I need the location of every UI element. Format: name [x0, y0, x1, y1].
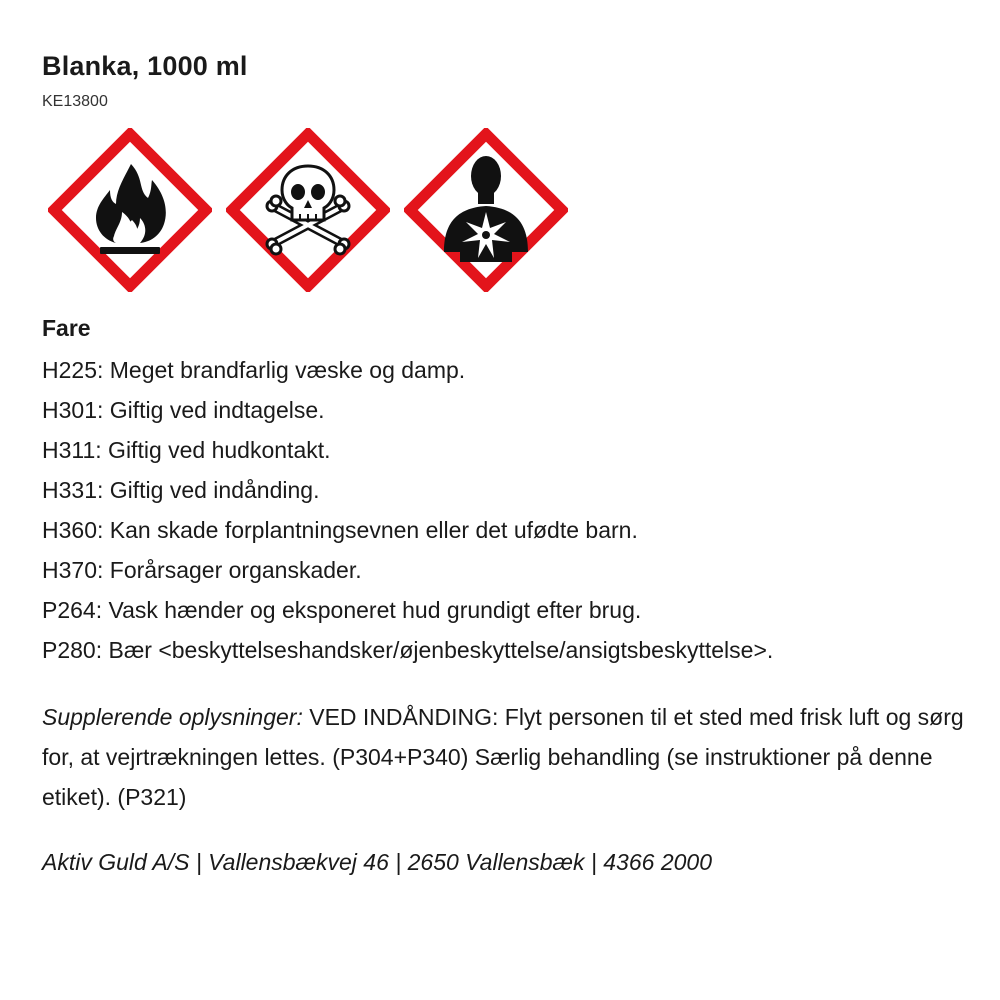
hazard-statements	[42, 350, 982, 670]
hazard-statement: H360: Kan skade forplantningsevnen eller det ufødte barn.	[42, 517, 638, 543]
hazard-statement: H225: Meget brandfarlig væske og damp.	[42, 357, 466, 383]
supplementary-text: VED INDÅNDING: Flyt personen til et sted med frisk luft og sørg for, at vejrtrækningen lettes. (P304+P340) Særlig behandling (se instruktioner på denne etiket). (P321)	[42, 704, 964, 810]
product-title: Blanka, 1000 ml	[42, 51, 248, 81]
flame-icon	[48, 128, 212, 292]
precautionary-statement: P264: Vask hænder og eksponeret hud grundigt efter brug.	[42, 597, 642, 623]
hazard-pictograms	[48, 128, 588, 292]
supplementary-lead: Supplerende oplysninger:	[42, 704, 303, 730]
supplier-info: Aktiv Guld A/S | Vallensbækvej 46 | 2650 Vallensbæk | 4366 2000	[42, 849, 712, 875]
hazard-statement: H301: Giftig ved indtagelse.	[42, 397, 325, 423]
health-hazard-icon	[404, 128, 568, 292]
hazard-statement: H311: Giftig ved hudkontakt.	[42, 437, 331, 463]
hazard-statement: H370: Forårsager organskader.	[42, 557, 362, 583]
hazard-statement: H331: Giftig ved indånding.	[42, 477, 320, 503]
precautionary-statement: P280: Bær <beskyttelseshandsker/øjenbeskyttelse/ansigtsbeskyttelse>.	[42, 637, 774, 663]
skull-crossbones-icon	[226, 128, 390, 292]
signal-word: Fare	[42, 315, 91, 341]
product-code: KE13800	[42, 93, 108, 110]
supplementary-info	[42, 697, 967, 817]
product-header	[42, 48, 972, 112]
